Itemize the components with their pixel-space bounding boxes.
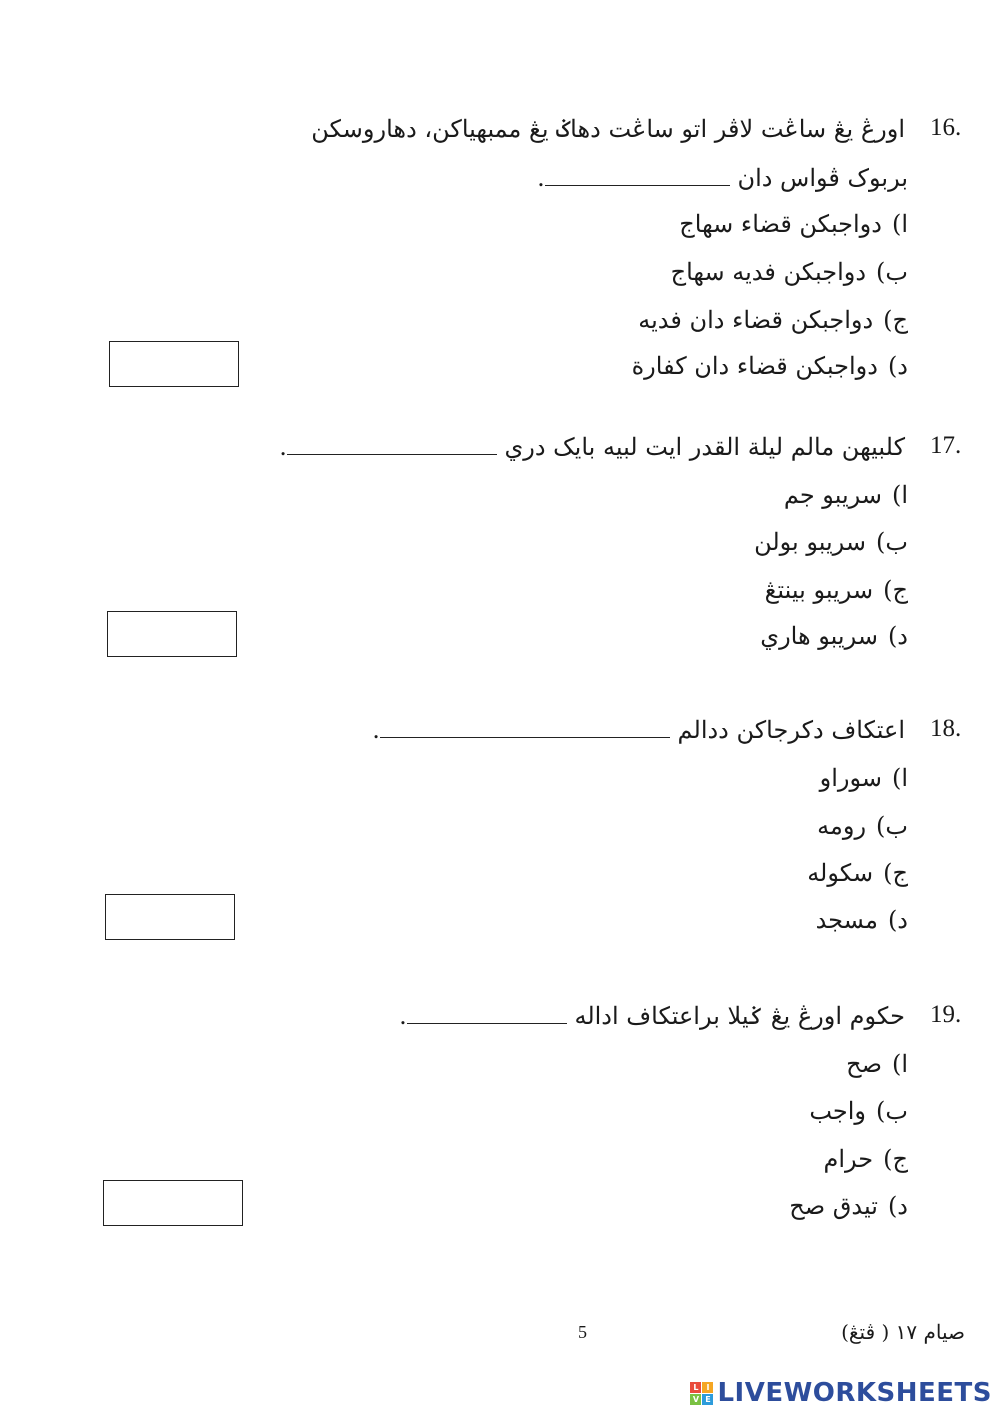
option-text: واجب [809, 1097, 867, 1125]
question-text: بربوک ڤواس دان [737, 164, 908, 192]
option-letter: د) [887, 1192, 908, 1220]
question-text-line-1 [279, 431, 905, 463]
answer-box[interactable] [109, 341, 239, 387]
end-mark: . [372, 716, 380, 744]
option-letter: ج) [883, 859, 908, 887]
option-d[interactable] [760, 620, 908, 652]
option-letter: ب) [876, 258, 908, 286]
question-text-line-2 [537, 162, 908, 194]
option-letter: ج) [883, 576, 908, 604]
option-text: سريبو بينتڠ [764, 576, 874, 604]
question-text: حكوم اورڠ يڠ ݢيلا براعتكاف اداله [574, 1002, 905, 1030]
option-d[interactable] [632, 350, 908, 382]
answer-box[interactable] [107, 611, 237, 657]
liveworksheets-brand [690, 1378, 992, 1408]
option-b[interactable] [817, 810, 908, 842]
option-letter: ج) [883, 306, 908, 334]
logo-tile: E [702, 1394, 713, 1405]
end-mark: . [279, 433, 287, 461]
answer-blank [287, 436, 497, 455]
option-text: سريبو بولن [754, 528, 867, 556]
option-text: سكوله [807, 859, 874, 887]
option-c[interactable] [807, 857, 908, 889]
answer-blank [545, 167, 730, 186]
logo-tile: I [702, 1382, 713, 1393]
option-c[interactable] [638, 304, 908, 336]
option-d[interactable] [816, 904, 908, 936]
option-text: دواجبكن قضاء سهاج [679, 210, 882, 238]
option-letter: ج) [883, 1145, 908, 1173]
option-text: سريبو جم [783, 481, 882, 509]
logo-tile: V [690, 1394, 701, 1405]
answer-blank [407, 1005, 567, 1024]
option-c[interactable] [765, 574, 908, 606]
page-number: 5 [578, 1322, 587, 1342]
question-text-line-1 [372, 714, 905, 746]
option-letter: ب) [876, 812, 908, 840]
option-a[interactable] [820, 762, 908, 794]
option-letter: د) [887, 906, 908, 934]
option-letter: د) [887, 352, 908, 380]
option-text: حرام [823, 1145, 874, 1173]
question-text: اعتكاف دكرجاكن ددالم [677, 716, 905, 744]
option-letter: ا) [891, 210, 908, 238]
question-text: كلبيهن مالم ليلة القدر ايت لبيه بايک دري [504, 433, 905, 461]
option-letter: د) [887, 622, 908, 650]
answer-box[interactable] [103, 1180, 243, 1226]
answer-blank [380, 719, 670, 738]
option-text: سوراو [819, 764, 882, 792]
brand-name: LIVEWORKSHEETS [717, 1378, 992, 1408]
logo-tile: L [690, 1382, 701, 1393]
subject-label: صيام ١٧ ( ڤتڠ) [841, 1320, 965, 1344]
option-letter: ب) [876, 1097, 908, 1125]
option-letter: ا) [891, 764, 908, 792]
option-letter: ا) [891, 481, 908, 509]
option-a[interactable] [679, 208, 908, 240]
answer-box[interactable] [105, 894, 235, 940]
question-number: 18. [930, 715, 962, 742]
question-text-line-1 [399, 1000, 905, 1032]
question-number: 19. [930, 1001, 962, 1028]
option-letter: ب) [876, 528, 908, 556]
option-b[interactable] [809, 1095, 908, 1127]
end-mark: . [399, 1002, 407, 1030]
option-a[interactable] [784, 479, 908, 511]
option-text: رومه [817, 812, 867, 840]
question-number: 16. [930, 114, 962, 141]
option-text: مسجد [815, 906, 878, 934]
end-mark: . [537, 164, 545, 192]
option-text: دواجبكن قضاء دان فديه [638, 306, 874, 334]
option-text: تيدق صح [789, 1192, 878, 1220]
option-letter: ا) [891, 1050, 908, 1078]
option-d[interactable] [789, 1190, 908, 1222]
option-text: سريبو هاري [760, 622, 878, 650]
question-text-line-1: اورڠ يڠ ساڠت لاڤر اتو ساڠت دهاݢ يڠ ممبهياكن، دهاروسكن [311, 115, 905, 143]
question-number: 17. [930, 432, 962, 459]
option-b[interactable] [671, 256, 908, 288]
option-c[interactable] [824, 1143, 908, 1175]
option-a[interactable] [846, 1048, 908, 1080]
option-text: صح [846, 1050, 882, 1078]
option-b[interactable] [754, 526, 908, 558]
option-text: دواجبكن قضاء دان كفارة [631, 352, 878, 380]
liveworksheets-logo-icon [690, 1382, 713, 1405]
option-text: دواجبكن فديه سهاج [670, 258, 867, 286]
